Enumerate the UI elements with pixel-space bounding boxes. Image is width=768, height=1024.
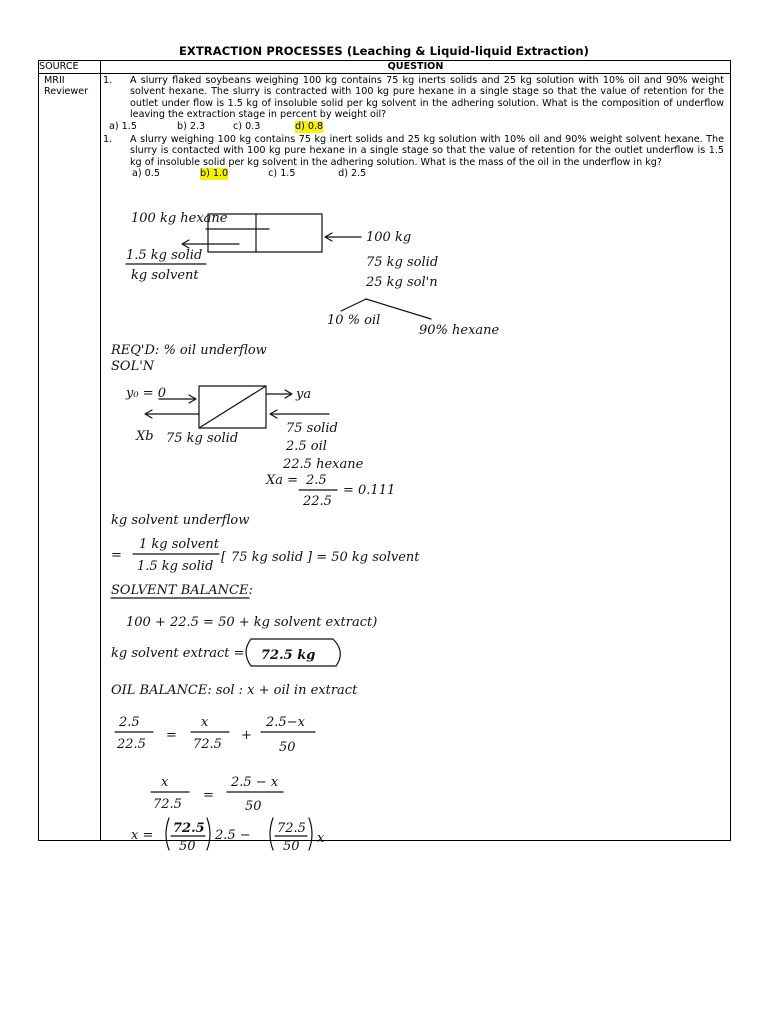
hw-text: Xb — [136, 428, 154, 444]
hw-text: 2.5−x — [266, 714, 305, 730]
choice-a: a) 1.5 — [109, 120, 137, 132]
hw-text: kg solvent — [131, 267, 199, 283]
hw-text: 72.5 — [153, 796, 182, 812]
hw-text: 2.5 — [119, 714, 140, 730]
hw-text: 75 kg solid — [231, 549, 304, 565]
hw-text: SOLVENT BALANCE: — [111, 582, 253, 598]
paren — [309, 818, 312, 850]
diagram-stage-2 — [125, 386, 395, 509]
handwritten-solution — [101, 74, 729, 854]
oil-balance-calc — [111, 683, 358, 854]
hw-text: OIL BALANCE: sol : x + oil in extract — [111, 682, 358, 698]
hw-text: y₀ = 0 — [126, 385, 166, 401]
hw-text: 50 — [245, 798, 262, 814]
paren — [270, 818, 273, 850]
question-text: A slurry flaked soybeans weighing 100 kg contains 75 kg inerts solids and 25 kg solution with 10% oil and 90% weight solvent hexane. The slurry is contracted with 100 kg pure hexane in a single stage so that the value of retention for the outlet under flow is 1.5 kg of insoluble solid per kg solvent in the adhering solution. What is the composition of underflow leaving the extraction stage in percent by weight oil? — [130, 74, 724, 121]
choice-b: b) 2.3 — [177, 120, 206, 132]
question-text: A slurry weighing 100 kg contains 75 kg inert solids and 25 kg solution with 10% oil and 90% weight solvent hexane. The slurry is contacted with 100 kg pure hexane in a single stage so that the value of retention for the outlet underflow is 1.5 kg of insoluble solid per kg solvent in the adhering solution. What is the mass of the oil in the underflow in kg? — [130, 133, 724, 168]
hw-text: 72.5 — [173, 820, 205, 836]
hw-text: 72.5 — [277, 820, 306, 836]
paren — [166, 818, 169, 850]
hw-text: 2.5 oil — [286, 438, 327, 454]
header-question: QUESTION — [101, 61, 731, 74]
hw-text: 22.5 — [303, 493, 332, 509]
hw-text: 22.5 — [117, 736, 146, 752]
page-title: EXTRACTION PROCESSES (Leaching & Liquid-liquid Extraction) — [178, 44, 590, 58]
hw-text: + — [241, 727, 252, 743]
header-source: SOURCE — [39, 61, 101, 74]
split-line — [341, 299, 366, 311]
bracket-open: [ — [221, 549, 227, 565]
question-number: 1. — [103, 133, 113, 145]
hw-text: 25 kg sol'n — [366, 274, 438, 290]
hw-text: 50 — [179, 838, 196, 854]
hw-text: SOL'N — [111, 358, 155, 374]
hw-text: 1.5 kg solid — [126, 247, 203, 263]
source-line: Reviewer — [44, 86, 89, 98]
choice-c: c) 1.5 — [268, 168, 296, 180]
hw-text: ya — [296, 386, 312, 402]
hw-text: 2.5 − x — [231, 774, 279, 790]
source-line: MRII — [44, 74, 65, 86]
hw-text: REQ'D: % oil underflow — [111, 342, 267, 358]
hw-text: x = — [131, 827, 154, 843]
questions-table — [38, 60, 731, 854]
hw-text: 100 kg — [366, 229, 412, 245]
question-number: 1. — [103, 74, 113, 86]
hw-text: 2.5 − — [215, 827, 251, 843]
hw-text: 10 % oil — [327, 312, 381, 328]
hw-text: Xa = — [266, 472, 299, 488]
choice-a: a) 0.5 — [132, 168, 160, 180]
hw-text: = — [166, 727, 177, 743]
solvent-underflow-calc — [111, 513, 420, 574]
choice-b-highlighted: b) 1.0 — [200, 168, 229, 180]
hw-text: = — [203, 787, 214, 803]
hw-text: 90% hexane — [419, 322, 500, 338]
hw-text: x — [161, 774, 169, 790]
choice-d-highlighted: d) 0.8 — [295, 120, 324, 132]
hw-text: 72.5 kg — [261, 647, 316, 663]
hw-text: 72.5 — [193, 736, 222, 752]
source-cell — [39, 73, 101, 840]
hw-text: 100 kg hexane — [131, 210, 228, 226]
hw-text: 22.5 hexane — [283, 456, 364, 472]
hw-text: 1 kg solvent — [139, 536, 220, 552]
hw-text: 100 + 22.5 = 50 + kg solvent extract) — [126, 614, 378, 630]
hw-text: 75 kg solid — [366, 254, 439, 270]
stage-diagonal — [199, 386, 266, 428]
hw-text: 50 — [283, 838, 300, 854]
hw-text: 75 kg solid — [166, 430, 239, 446]
choice-d: d) 2.5 — [338, 168, 367, 180]
hw-text: 50 — [279, 739, 296, 755]
hw-text: x — [317, 830, 325, 846]
hw-text: = 0.111 — [343, 482, 396, 498]
diagram-stage-1 — [126, 211, 500, 338]
hw-text: 2.5 — [306, 472, 327, 488]
hw-text: kg solvent extract = — [111, 645, 245, 661]
hw-text: 75 solid — [286, 420, 338, 436]
question-cell — [101, 73, 731, 854]
hw-text: 1.5 kg solid — [137, 558, 214, 574]
hw-text: x — [201, 714, 209, 730]
solvent-balance-calc — [111, 583, 377, 666]
hw-text: = — [111, 547, 122, 563]
hw-text: kg solvent underflow — [111, 512, 250, 528]
paren — [207, 818, 210, 850]
choice-c: c) 0.3 — [233, 120, 261, 132]
hw-text: ] = 50 kg solvent — [307, 549, 420, 565]
